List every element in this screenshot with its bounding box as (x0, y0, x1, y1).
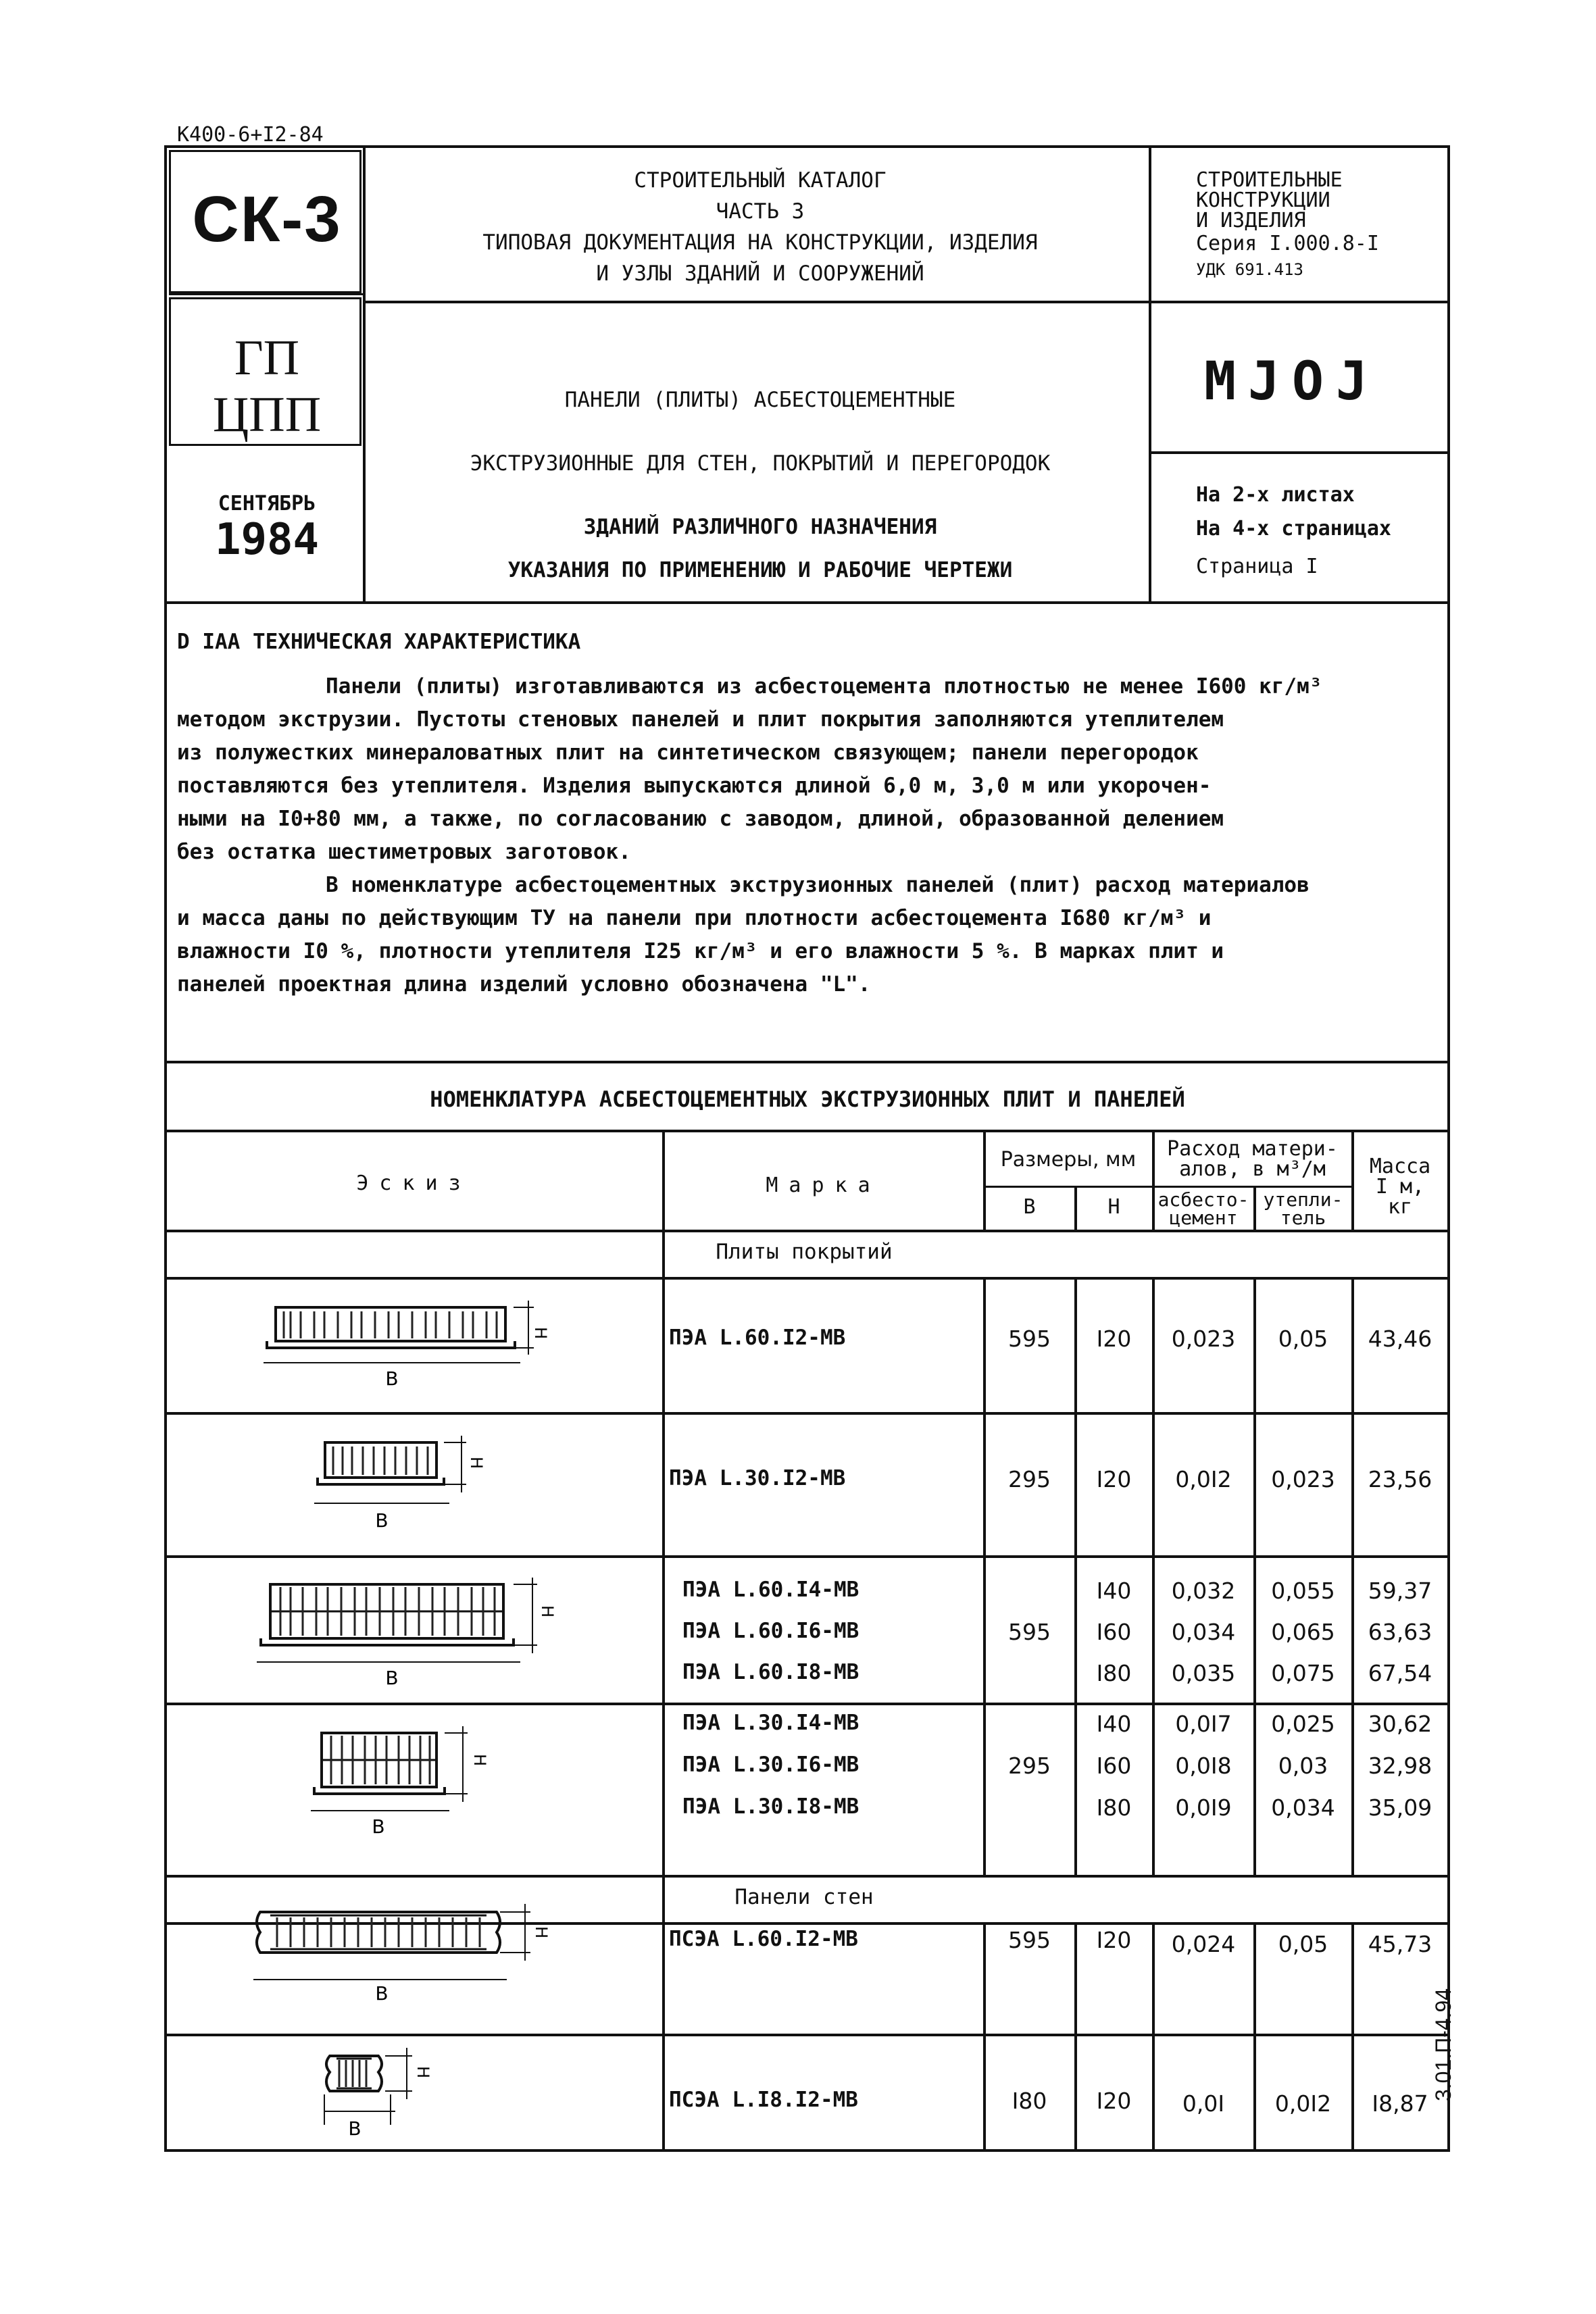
sketch-plate-295-140-180 (311, 1726, 514, 1838)
table-row-2-mass: 23,56 (1368, 1466, 1432, 1492)
table-row-6-asb: 0,0I7 (1175, 1711, 1232, 1737)
table-row-4-mass: 63,63 (1368, 1619, 1432, 1645)
table-row-3-h: I40 (1096, 1578, 1132, 1604)
dimension-b-label: В (375, 1509, 389, 1532)
header-mass: Масса I м, кг (1369, 1155, 1431, 1219)
table-row-3-asb: 0,032 (1171, 1578, 1236, 1604)
table-row-4-asb: 0,034 (1171, 1619, 1236, 1645)
table-row-1-ins: 0,05 (1278, 1326, 1328, 1352)
side-code: 3.01.П-4.94 (1431, 1988, 1455, 2101)
table-row-8-asb: 0,0I9 (1175, 1794, 1232, 1821)
table-row-3-ins: 0,055 (1271, 1578, 1335, 1604)
paragraph-1: Панели (плиты) изготавливаются из асбестоцемента плотностью не менее I600 кг/м³ методом экструзии. Пустоты стеновых панелей и плит покрытия заполняются утеплителем из полужестких минераловатных плит на синтетическом связующем; панели перегородок поставляются без утеплителя. Изделия выпускаются длиной 6,0 м, 3,0 м или укорочен- ными на I0+80 мм, а также, по согласованию с заводом, длиной, образованной делением без остатка шестиметровых заготовок. (177, 674, 1322, 864)
section-title: D IАА ТЕХНИЧЕСКАЯ ХАРАКТЕРИСТИКА (177, 630, 581, 654)
table-row-5-mass: 67,54 (1368, 1660, 1432, 1686)
dimension-b-label: В (375, 1982, 389, 2005)
table-row-9-h: I20 (1096, 1927, 1132, 1953)
header-sketch: Эскиз (356, 1172, 472, 1195)
dimension-h-label: Н (414, 2065, 432, 2079)
table-row-6-h: I40 (1096, 1711, 1132, 1737)
table-row-6-ins: 0,025 (1271, 1711, 1335, 1737)
header-h: Н (1107, 1195, 1120, 1219)
table-row-7-h: I60 (1096, 1753, 1132, 1779)
table-row-10-asb: 0,0I (1182, 2090, 1225, 2117)
table-row-8-mark: ПЭА L.30.I8-МВ (682, 1794, 859, 1819)
header-consumption: Расход матери- алов, в м³/м (1167, 1137, 1338, 1181)
table-row-8-mass: 35,09 (1368, 1794, 1432, 1821)
dimension-h-label: Н (532, 1926, 551, 1939)
table-row-5-mark: ПЭА L.60.I8-МВ (682, 1660, 859, 1684)
table-row-3-mass: 59,37 (1368, 1578, 1432, 1604)
sketch-plate-595-140-180 (257, 1578, 581, 1689)
dimension-b-label: В (348, 2117, 361, 2140)
table-row-4-h: I60 (1096, 1619, 1132, 1645)
table-row-1-mark: ПЭА L.60.I2-МВ (669, 1326, 846, 1350)
table-row-4-mark: ПЭА L.60.I6-МВ (682, 1619, 859, 1643)
dimension-h-label: Н (538, 1605, 557, 1618)
table-row-7-mass: 32,98 (1368, 1753, 1432, 1779)
table-row-2-ins: 0,023 (1271, 1466, 1335, 1492)
dimension-h-label: Н (470, 1753, 489, 1767)
header-sizes: Размеры, мм (1000, 1148, 1137, 1172)
table-row-3-b: 595 (1008, 1619, 1051, 1645)
dimension-h-label: Н (467, 1456, 486, 1469)
publication-month: СЕНТЯБРЬ (218, 492, 316, 515)
table-row-2-mark: ПЭА L.30.I2-МВ (669, 1466, 846, 1490)
publication-year: 1984 (214, 515, 320, 565)
header-mark: Марка (766, 1174, 881, 1197)
table-row-2-asb: 0,0I2 (1175, 1466, 1232, 1492)
mark-code: МJОJ (1204, 351, 1380, 412)
category-block: СТРОИТЕЛЬНЫЕ КОНСТРУКЦИИ И ИЗДЕЛИЯ Серия I.000.8-I УДК 691.413 (1196, 168, 1379, 279)
table-row-3-mark: ПЭА L.60.I4-МВ (682, 1578, 859, 1602)
sheets-info: На 2-х листах На 4-х страницах Страница I (1196, 483, 1391, 578)
document-code: К400-6+I2-84 (177, 123, 324, 147)
table-row-1-mass: 43,46 (1368, 1326, 1432, 1352)
table-row-2-h: I20 (1096, 1466, 1132, 1492)
table-row-2-b: 295 (1008, 1466, 1051, 1492)
group-label-roof: Плиты покрытий (716, 1240, 893, 1264)
catalog-title: СТРОИТЕЛЬНЫЙ КАТАЛОГ ЧАСТЬ 3 ТИПОВАЯ ДОКУМЕНТАЦИЯ НА КОНСТРУКЦИИ, ИЗДЕЛИЯ И УЗЛЫ ЗДАНИЙ И СООРУЖЕНИЙ (482, 168, 1038, 286)
table-row-1-b: 595 (1008, 1326, 1051, 1352)
dimension-h-label: Н (531, 1326, 550, 1340)
table-row-4-ins: 0,065 (1271, 1619, 1335, 1645)
sketch-plate-295-120 (314, 1436, 517, 1537)
sketch-wall-panel-595 (247, 1898, 571, 2013)
header-b: В (1023, 1195, 1036, 1219)
table-row-5-ins: 0,075 (1271, 1660, 1335, 1686)
table-row-10-mass: I8,87 (1372, 2090, 1428, 2117)
org-name: ГП ЦПП (212, 330, 322, 443)
table-row-6-mark: ПЭА L.30.I4-МВ (682, 1711, 859, 1735)
dimension-b-label: В (372, 1815, 385, 1838)
table-row-9-ins: 0,05 (1278, 1931, 1328, 1957)
table-row-5-asb: 0,035 (1171, 1660, 1236, 1686)
paragraph-2: В номенклатуре асбестоцементных экструзионных панелей (плит) расход материалов и масса даны по действующим ТУ на панели при плотности асбестоцемента I680 кг/м³ и влажности I0 %, плотности утеплителя I25 кг/м³ и его влажности 5 %. В марках плит и панелей проектная длина изделий условно обозначена "L". (177, 873, 1310, 997)
table-row-10-mark: ПСЭА L.I8.I2-МВ (669, 2088, 858, 2112)
table-row-7-mark: ПЭА L.30.I6-МВ (682, 1753, 859, 1777)
table-row-6-b: 295 (1008, 1753, 1051, 1779)
table-row-6-mass: 30,62 (1368, 1711, 1432, 1737)
table-row-9-b: 595 (1008, 1927, 1051, 1953)
table-row-8-ins: 0,034 (1271, 1794, 1335, 1821)
table-row-5-h: I80 (1096, 1660, 1132, 1686)
dimension-b-label: В (385, 1367, 399, 1390)
series-badge: СК-3 (192, 183, 342, 255)
group-label-wall: Панели стен (734, 1885, 874, 1909)
table-row-10-h: I20 (1096, 2088, 1132, 2114)
table-row-9-asb: 0,024 (1171, 1931, 1236, 1957)
sketch-plate-595-120 (264, 1301, 574, 1395)
table-row-7-asb: 0,0I8 (1175, 1753, 1232, 1779)
document-title: ПАНЕЛИ (ПЛИТЫ) АСБЕСТОЦЕМЕНТНЫЕ ЭКСТРУЗИОННЫЕ ДЛЯ СТЕН, ПОКРЫТИЙ И ПЕРЕГОРОДОК ЗДАНИЙ РАЗЛИЧНОГО НАЗНАЧЕНИЯ УКАЗАНИЯ ПО ПРИМЕНЕНИЮ И РАБОЧИЕ ЧЕРТЕЖИ (470, 388, 1051, 582)
header-asbestos: асбесто- цемент (1157, 1188, 1249, 1229)
table-title: НОМЕНКЛАТУРА АСБЕСТОЦЕМЕНТНЫХ ЭКСТРУЗИОННЫХ ПЛИТ И ПАНЕЛЕЙ (430, 1086, 1185, 1112)
table-row-10-ins: 0,0I2 (1274, 2090, 1332, 2117)
plate-outline (267, 1307, 515, 1348)
table-row-1-asb: 0,023 (1171, 1326, 1236, 1352)
table-row-8-h: I80 (1096, 1794, 1132, 1821)
table-row-9-mass: 45,73 (1368, 1931, 1432, 1957)
table-row-10-b: I80 (1012, 2088, 1047, 2114)
table-row-7-ins: 0,03 (1278, 1753, 1328, 1779)
dimension-b-label: В (385, 1667, 399, 1689)
table-row-1-h: I20 (1096, 1326, 1132, 1352)
header-insulation: утепли- тель (1263, 1188, 1343, 1229)
sketch-wall-panel-180 (318, 2044, 493, 2145)
table-row-9-mark: ПСЭА L.60.I2-МВ (669, 1927, 858, 1951)
